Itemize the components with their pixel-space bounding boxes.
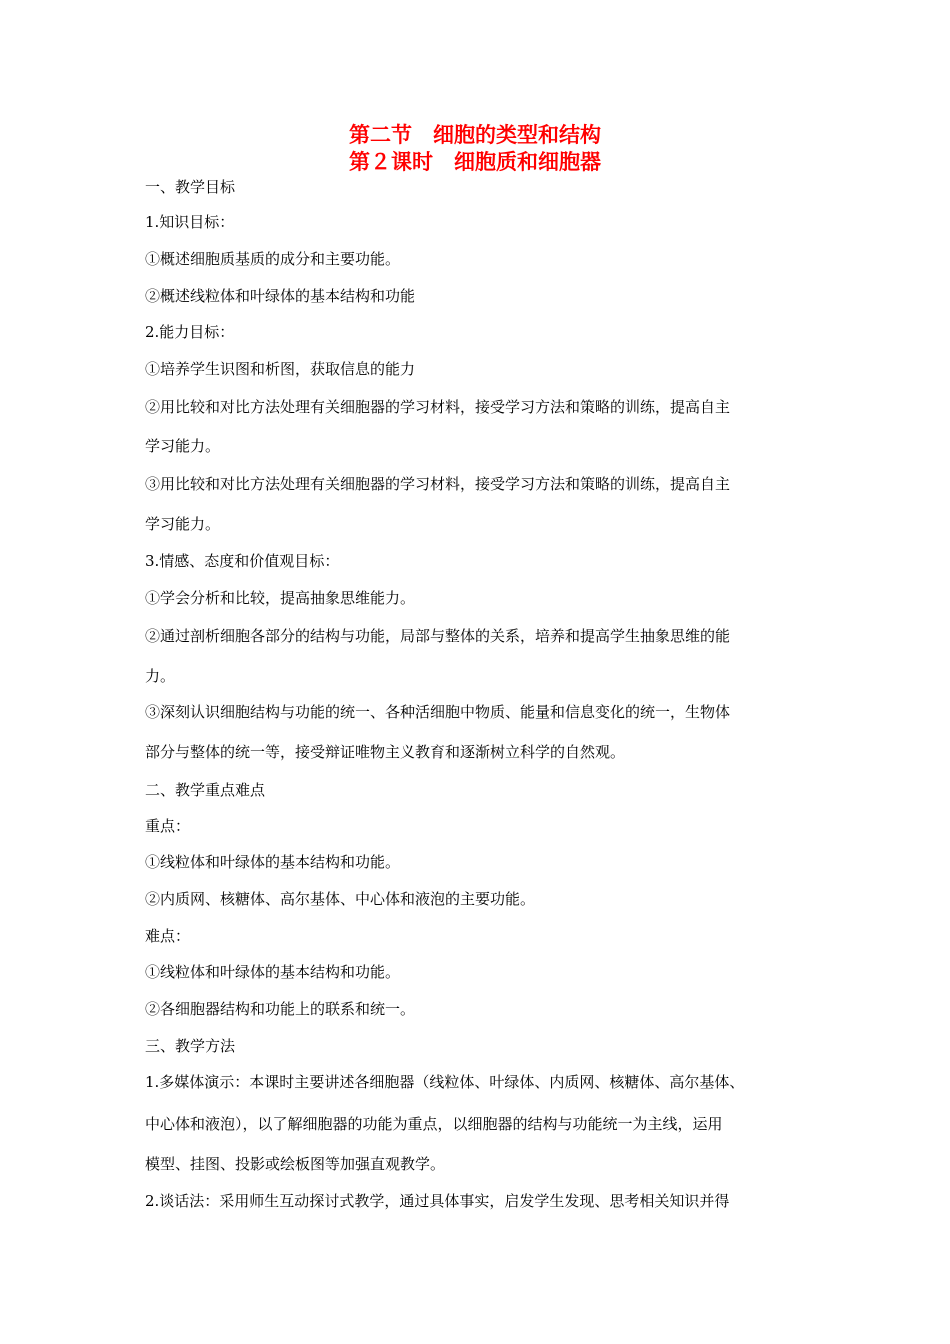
heading-teaching-methods: 三、教学方法	[145, 1037, 236, 1055]
paragraph-line: 2.谈话法：采用师生互动探讨式教学，通过具体事实，启发学生发现、思考相关知识并得	[145, 1192, 730, 1210]
subheading-knowledge-objectives: 1.知识目标：	[145, 213, 235, 231]
subheading-focus: 重点：	[145, 817, 191, 835]
list-item: ③用比较和对比方法处理有关细胞器的学习材料，接受学习方法和策略的训练，提高自主	[145, 475, 731, 493]
paragraph-line: 中心体和液泡），以了解细胞器的功能为重点，以细胞器的结构与功能统一为主线，运用	[145, 1115, 723, 1133]
heading-teaching-objectives: 一、教学目标	[145, 178, 236, 196]
list-item: ①线粒体和叶绿体的基本结构和功能。	[145, 853, 401, 871]
list-item-continuation: 部分与整体的统一等，接受辩证唯物主义教育和逐渐树立科学的自然观。	[145, 743, 626, 761]
list-item: ②概述线粒体和叶绿体的基本结构和功能	[145, 287, 416, 305]
subheading-attitude-objectives: 3.情感、态度和价值观目标：	[145, 552, 340, 570]
paragraph-line: 1.多媒体演示：本课时主要讲述各细胞器（线粒体、叶绿体、内质网、核糖体、高尔基体、	[145, 1073, 745, 1091]
list-item: ②各细胞器结构和功能上的联系和统一。	[145, 1000, 416, 1018]
list-item: ③深刻认识细胞结构与功能的统一、各种活细胞中物质、能量和信息变化的统一，生物体	[145, 703, 731, 721]
list-item: ②通过剖析细胞各部分的结构与功能，局部与整体的关系，培养和提高学生抽象思维的能	[145, 627, 731, 645]
list-item: ②用比较和对比方法处理有关细胞器的学习材料，接受学习方法和策略的训练，提高自主	[145, 398, 731, 416]
list-item: ①概述细胞质基质的成分和主要功能。	[145, 250, 401, 268]
lesson-title: 第２课时 细胞质和细胞器	[349, 150, 601, 174]
heading-key-points: 二、教学重点难点	[145, 781, 266, 799]
list-item: ①培养学生识图和析图，获取信息的能力	[145, 360, 416, 378]
subheading-difficulty: 难点：	[145, 927, 191, 945]
list-item-continuation: 学习能力。	[145, 515, 221, 533]
list-item: ①线粒体和叶绿体的基本结构和功能。	[145, 963, 401, 981]
list-item: ①学会分析和比较，提高抽象思维能力。	[145, 589, 416, 607]
subheading-ability-objectives: 2.能力目标：	[145, 323, 235, 341]
paragraph-line: 模型、挂图、投影或绘板图等加强直观教学。	[145, 1155, 446, 1173]
list-item: ②内质网、核糖体、高尔基体、中心体和液泡的主要功能。	[145, 890, 536, 908]
list-item-continuation: 力。	[145, 667, 176, 685]
section-title: 第二节 细胞的类型和结构	[349, 123, 601, 147]
list-item-continuation: 学习能力。	[145, 437, 221, 455]
